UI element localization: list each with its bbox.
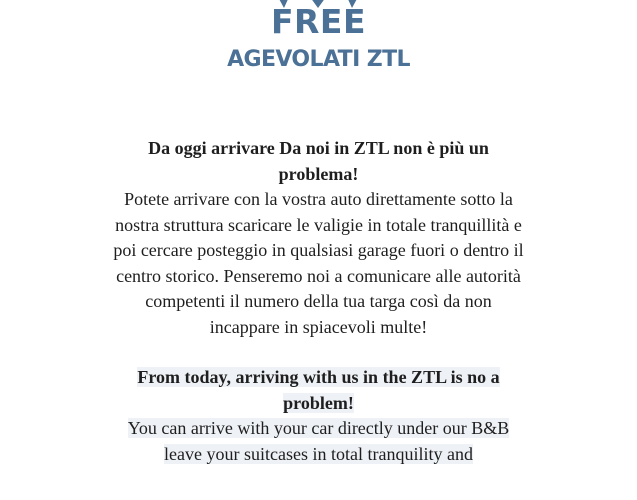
notice-content bbox=[0, 136, 637, 467]
english-lead-text: From today, arriving with us in the ZTL is no a problem! bbox=[137, 367, 500, 413]
english-lead bbox=[119, 365, 519, 416]
logo-word-free: FREE bbox=[270, 2, 367, 41]
english-paragraph bbox=[109, 365, 529, 467]
logo bbox=[0, 0, 637, 80]
italian-lead: Da oggi arrivare Da noi in ZTL non è più un problema! bbox=[148, 138, 489, 184]
italian-body: Potete arrivare con la vostra auto direttamente sotto la nostra struttura scaricare le valigie in totale tranquillità e poi cercare posteggio in qualsiasi garage fuori o dentro il centro storico. Penseremo noi a comunicare alle autorità competenti il numero della tua targa così da non incappare in spiacevoli multe! bbox=[113, 189, 524, 337]
english-body: You can arrive with your car directly under our B&B leave your suitcases in total tranquility and bbox=[127, 418, 510, 464]
italian-paragraph bbox=[109, 136, 529, 340]
logo-word-agevolati-ztl: AGEVOLATI ZTL bbox=[227, 47, 410, 72]
